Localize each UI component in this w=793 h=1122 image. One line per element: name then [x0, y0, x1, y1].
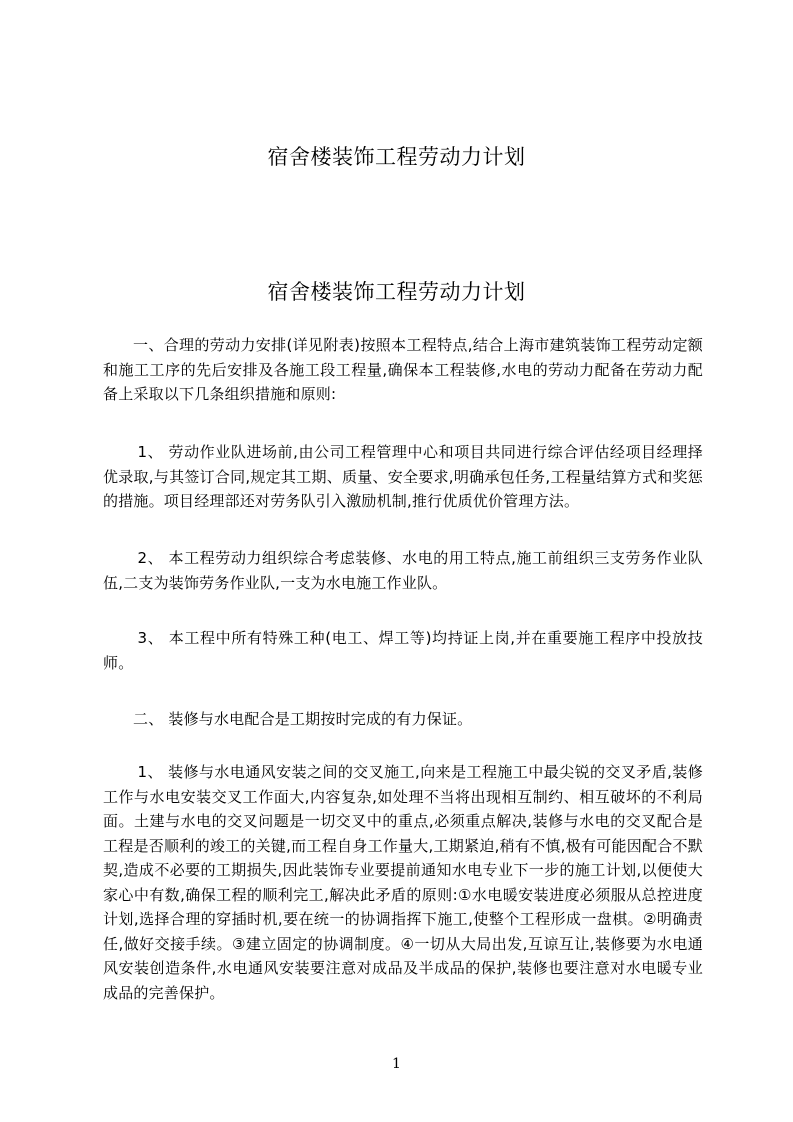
paragraph-item-1-2: 2、 本工程劳动力组织综合考虑装修、水电的用工特点,施工前组织三支劳务作业队伍,二支为装饰劳务作业队,一支为水电施工作业队。	[103, 549, 703, 592]
paragraph-item-1-1: 1、 劳动作业队进场前,由公司工程管理中心和项目共同进行综合评估经项目经理择优录取,与其签订合同,规定其工期、质量、安全要求,明确承包任务,工程量结算方式和奖惩的措施。项目经理部还对劳务队引入激励机制,推行优质优价管理方法。	[103, 443, 703, 510]
cover-title: 宿舍楼装饰工程劳动力计划	[267, 145, 526, 169]
paragraph-section-1-intro: 一、合理的劳动力安排(详见附表)按照本工程特点,结合上海市建筑装饰工程劳动定额和施工工序的先后安排及各施工段工程量,确保本工程装修,水电的劳动力配备在劳动力配备上采取以下几条组织措施和原则:	[103, 336, 703, 403]
paragraph-item-1-3: 3、 本工程中所有特殊工种(电工、焊工等)均持证上岗,并在重要施工程序中投放技师。	[103, 629, 703, 672]
paragraph-section-2-heading: 二、 装修与水电配合是工期按时完成的有力保证。	[133, 710, 473, 728]
page-number: 1	[392, 1056, 401, 1072]
paragraph-item-2-1: 1、 装修与水电通风安装之间的交叉施工,向来是工程施工中最尖锐的交叉矛盾,装修工作与水电安装交叉工作面大,内容复杂,如处理不当将出现相互制约、相互破坏的不利局面。土建与水电的交叉问题是一切交叉中的重点,必须重点解决,装修与水电的交叉配合是工程是否顺利的竣工的关键,而工程自身工作量大,工期紧迫,稍有不慎,极有可能因配合不默契,造成不必要的工期损失,因此装饰专业要提前通知水电专业下一步的施工计划,以便使大家心中有数,确保工程的顺利完工,解决此矛盾的原则:①水电暖安装进度必须服从总控进度计划,选择合理的穿插时机,要在统一的协调指挥下施工,使整个工程形成一盘棋。②明确责任,做好交接手续。③建立固定的协调制度。④一切从大局出发,互谅互让,装修要为水电通风安装创造条件,水电通风安装要注意对成品及半成品的保护,装修也要注意对水电暖专业成品的完善保护。	[103, 763, 703, 1002]
page-heading: 宿舍楼装饰工程劳动力计划	[267, 280, 526, 304]
